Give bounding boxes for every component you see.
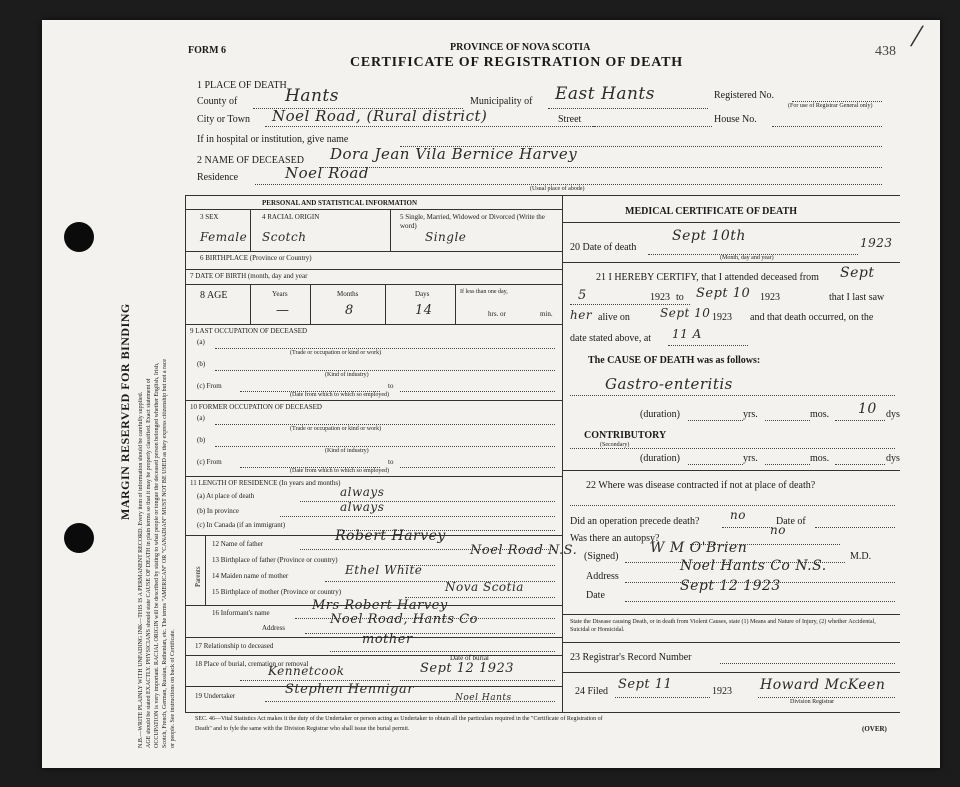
last-occupation-label: 9 LAST OCCUPATION OF DECEASED [190, 327, 308, 335]
relationship-value: mother [362, 632, 413, 647]
relationship-label: 17 Relationship to deceased [195, 642, 274, 650]
burial-place-value: Kennetcook [268, 664, 345, 678]
hospital-label: If in hospital or institution, give name [197, 134, 349, 145]
informant-name-label: 16 Informant's name [212, 609, 270, 617]
residence-length-label: 11 LENGTH OF RESIDENCE (In years and months) [190, 479, 341, 487]
former-b: (b) [197, 436, 206, 444]
autopsy-label: Was there an autopsy? [570, 533, 660, 544]
contributory-mos-label: mos. [810, 453, 830, 464]
province-heading: PROVINCE OF NOVA SCOTIA [450, 42, 591, 53]
certificate-title: CERTIFICATE OF REGISTRATION OF DEATH [350, 55, 683, 70]
registered-no-label: Registered No. [714, 90, 774, 101]
mother-name-value: Ethel White [345, 563, 423, 577]
physician-address-label: Address [586, 571, 619, 582]
death-date-note: (Month, day and year) [720, 255, 774, 261]
pronoun-value: her [570, 308, 593, 322]
last-saw-label: that I last saw [829, 292, 885, 303]
in-province-value: always [340, 500, 385, 514]
sign-date-value: Sept 12 1923 [680, 578, 781, 594]
months-value: 8 [345, 303, 354, 318]
occurred-label: and that death occurred, on the [750, 312, 874, 323]
parents-side-label: Parents [194, 566, 202, 587]
undertaker-value: Stephen Hennigar [285, 682, 414, 697]
attended-from-value: Sept [840, 265, 875, 281]
informant-name-value: Mrs Robert Harvey [312, 598, 448, 613]
death-year-value: 1923 [860, 236, 893, 250]
binding-hole [64, 523, 94, 553]
county-label: County of [197, 96, 238, 107]
municipality-value: East Hants [555, 84, 655, 104]
autopsy-value: no [770, 523, 786, 537]
cause-value: Gastro-enteritis [605, 375, 733, 393]
medical-heading: MEDICAL CERTIFICATE OF DEATH [625, 206, 797, 217]
contributory-duration-label: (duration) [640, 453, 680, 464]
years-value: — [276, 303, 290, 318]
industry-note: (Kind of industry) [325, 372, 369, 378]
filed-year-value: 1923 [712, 686, 732, 697]
former-occupation-label: 10 FORMER OCCUPATION OF DECEASED [190, 403, 322, 411]
birthplace-label: 6 BIRTHPLACE (Province or Country) [200, 254, 312, 262]
operation-label: Did an operation precede death? [570, 516, 700, 527]
division-registrar-label: Division Registrar [790, 699, 835, 705]
at-place-value: always [340, 485, 385, 499]
sex-label: 3 SEX [200, 213, 219, 221]
date-stated-label: date stated above, at [570, 333, 652, 344]
burial-date-value: Sept 12 1923 [420, 661, 515, 676]
former-trade-note: (Trade or occupation or kind or work) [290, 426, 382, 432]
alive-year-value: 1923 [712, 312, 732, 323]
marital-label: 5 Single, Married, Widowed or Divorced (Write the word) [400, 213, 545, 230]
death-date-value: Sept 10th [672, 228, 746, 244]
min-label: min. [540, 310, 553, 318]
municipality-label: Municipality of [470, 96, 533, 107]
dob-label: 7 DATE OF BIRTH (month, day and year [190, 272, 308, 280]
operation-date-label: Date of [776, 516, 806, 527]
informant-address-label: Address [262, 624, 285, 632]
former-to-label: to [388, 458, 394, 466]
father-birthplace-label: 13 Birthplace of father (Province or country) [212, 556, 338, 564]
trade-note: (Trade or occupation or kind or work) [290, 350, 382, 356]
check-mark-icon: / [908, 17, 926, 56]
burial-place-label: 18 Place of burial, cremation or removal [195, 660, 309, 668]
contributory-yrs-label: yrs. [743, 453, 758, 464]
age-label: 8 AGE [200, 290, 228, 301]
to-label: to [676, 292, 684, 303]
page-number: 438 [875, 44, 896, 59]
in-province-label: (b) In province [197, 507, 239, 515]
cause-days-value: 10 [858, 401, 877, 417]
margin-note: Scotch, French, German, Russian, Ruthenian, etc. The terms "AMERICAN" OR "CANADIAN" MUST NOT BE USED as they express citizenship but not a race [162, 358, 168, 748]
former-dates-note: (Date from which to which so employed) [290, 468, 389, 474]
mother-birthplace-value: Nova Scotia [445, 580, 524, 594]
margin-note: OCCUPATION is very important. RACIAL ORIGIN will be described by stating to what people or tongue the deceased person belonged whether English, Irish, [154, 362, 160, 748]
occ-to-label: to [388, 382, 394, 390]
in-canada-label: (c) In Canada (if an immigrant) [197, 521, 286, 529]
death-date-label: 20 Date of death [570, 242, 637, 253]
margin-note: or people. See instructions on back of Certificate. [170, 629, 176, 748]
attended-to-value: Sept 10 [696, 286, 751, 301]
year-to-value: 1923 [760, 292, 780, 303]
attended-day-value: 5 [578, 288, 587, 303]
cause-label: The CAUSE OF DEATH was as follows: [588, 355, 761, 366]
occ-from-label: (c) From [197, 382, 222, 390]
duration-label: (duration) [640, 409, 680, 420]
former-industry-note: (Kind of industry) [325, 448, 369, 454]
city-value: Noel Road, (Rural district) [272, 107, 488, 125]
abode-note: (Usual place of abode) [530, 186, 585, 192]
father-name-label: 12 Name of father [212, 540, 264, 548]
street-label: Street [558, 114, 582, 125]
margin-note: AGE should be stated EXACTLY. PHYSICIANS should state CAUSE OF DEATH in plain terms so that it may be properly classified. Exact statement of [146, 378, 152, 748]
certify-label: 21 I HEREBY CERTIFY, that I attended deceased from [596, 272, 819, 283]
alive-label: alive on [598, 312, 630, 323]
division-registrar-signature: Howard McKeen [760, 677, 886, 693]
contributory-dys-label: dys [886, 453, 900, 464]
filed-date-value: Sept 11 [618, 677, 673, 692]
race-label: 4 RACIAL ORIGIN [262, 213, 320, 221]
undertaker-label: 19 Undertaker [195, 692, 236, 700]
city-label: City or Town [197, 114, 251, 125]
sec46-note: SEC. 46—Vital Statistics Act makes it the duty of the Undertaker or person acting as Undertaker to obtain all the particulars required in the "Certificate of Registration of [195, 716, 603, 722]
race-value: Scotch [262, 230, 307, 244]
informant-address-value: Noel Road, Hants Co [330, 612, 478, 627]
deceased-name-label: 2 NAME OF DECEASED [197, 155, 304, 166]
father-name-value: Robert Harvey [335, 528, 446, 544]
filed-label: 24 Filed [575, 686, 609, 697]
signed-value: W M O'Brien [650, 540, 748, 556]
year-from-value: 1923 [650, 292, 670, 303]
contracted-label: 22 Where was disease contracted if not at place of death? [586, 480, 816, 491]
margin-note: N.B.—WRITE PLAINLY WITH UNFADING INK—THIS IS A PERMANENT RECORD. Every item of information should be carefully supplied. [138, 391, 144, 748]
former-a: (a) [197, 414, 205, 422]
father-birthplace-value: Noel Road N.S. [470, 543, 578, 558]
at-place-label: (a) At place of death [197, 492, 255, 500]
county-value: Hants [285, 86, 339, 106]
secondary-note: (Secondary) [600, 442, 630, 448]
physician-address-value: Noel Hants Co N.S. [680, 558, 827, 574]
margin-reserved-label: MARGIN RESERVED FOR BINDING [118, 303, 132, 520]
time-value: 11 A [672, 327, 702, 341]
burial-date-label: Date of burial [450, 654, 489, 662]
yrs-label: yrs. [743, 409, 758, 420]
less-than-day-label: If less than one day, [460, 289, 508, 295]
occ-a: (a) [197, 338, 205, 346]
binding-hole [64, 222, 94, 252]
sign-date-label: Date [586, 590, 605, 601]
sex-value: Female [200, 230, 248, 244]
form-number: FORM 6 [188, 45, 227, 56]
marital-value: Single [425, 230, 467, 244]
dates-note: (Date from which to which so employed) [290, 392, 389, 398]
undertaker-address-value: Noel Hants [455, 693, 512, 703]
former-from-label: (c) From [197, 458, 222, 466]
residence-value: Noel Road [285, 164, 369, 182]
sec46-note-2: Death" and to fyle the same with the Division Registrar who shall issue the burial permit. [195, 726, 410, 732]
md-label: M.D. [850, 551, 872, 562]
years-label: Years [272, 290, 288, 298]
house-no-label: House No. [714, 114, 757, 125]
registrar-note: (For use of Registrar General only) [788, 103, 873, 109]
violent-causes-note: State the Disease causing Death, or in death from Violent Causes, state (1) Means and Nature of Injury, (2) whether Accidental, Suicidal or Homicidal. [570, 619, 876, 633]
mos-label: mos. [810, 409, 830, 420]
contributory-label: CONTRIBUTORY [584, 430, 667, 441]
dys-label: dys [886, 409, 900, 420]
place-section-label: 1 PLACE OF DEATH [197, 80, 287, 91]
registrar-number-label: 23 Registrar's Record Number [570, 652, 692, 663]
signed-label: (Signed) [584, 551, 619, 562]
hrs-label: hrs. or [488, 310, 506, 318]
personal-heading: PERSONAL AND STATISTICAL INFORMATION [262, 199, 418, 207]
alive-date-value: Sept 10 [660, 306, 711, 320]
residence-label: Residence [197, 172, 239, 183]
days-value: 14 [415, 303, 433, 318]
over-label: (OVER) [862, 725, 887, 733]
deceased-name-value: Dora Jean Vila Bernice Harvey [330, 145, 578, 163]
days-label: Days [415, 290, 430, 298]
mother-birthplace-label: 15 Birthplace of mother (Province or country) [212, 588, 342, 596]
months-label: Months [337, 290, 359, 298]
occ-b: (b) [197, 360, 206, 368]
operation-value: no [730, 508, 746, 522]
mother-name-label: 14 Maiden name of mother [212, 572, 289, 580]
